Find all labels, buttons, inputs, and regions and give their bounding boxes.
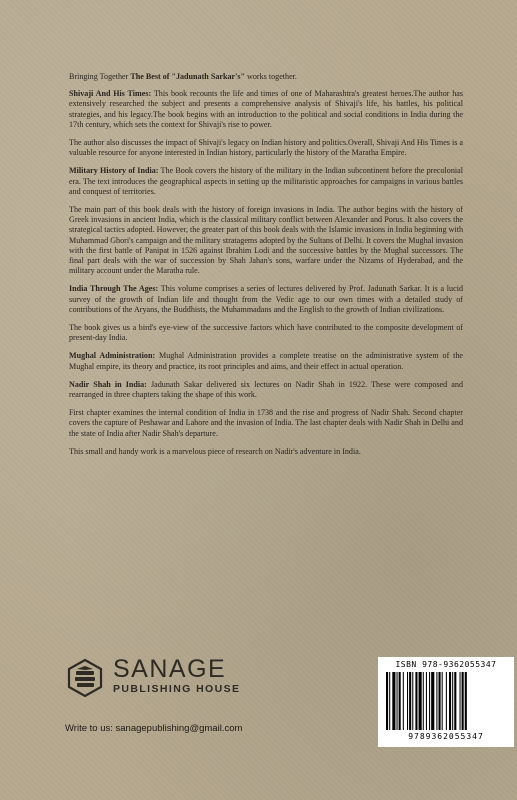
mughal-paragraph [69, 351, 463, 371]
intro-line [69, 72, 463, 82]
barcode-bar [409, 672, 411, 730]
barcode-bars [386, 672, 506, 730]
section-title: Military History of India: [69, 166, 159, 176]
nadir-paragraph-3 [69, 447, 463, 457]
barcode-bar [392, 672, 395, 730]
barcode-bar [431, 672, 434, 730]
barcode-bar [439, 672, 441, 730]
section-text: Jadunath Sakar delivered six lectures on Nadir Shah in 1922. These were composed and rearranged in three chapters taking the shape of this work. [69, 379, 463, 400]
intro-lead: Bringing Together [69, 72, 131, 81]
back-cover-text [69, 72, 463, 465]
barcode-bar [442, 672, 443, 730]
barcode-bar [407, 672, 408, 730]
publisher-logo [65, 656, 255, 700]
intro-tail: works together. [245, 72, 297, 81]
section-text: The author also discusses the impact of Shivaji's legacy on Indian history and politics.Overall, Shivaji And His Times is a valuable resource for anyone interested in Indian history, particularly the history of the Maratha Empire. [69, 138, 463, 158]
barcode-bar [419, 672, 422, 730]
section-text: This small and handy work is a marvelous piece of research on Nadir's adventure in India. [69, 446, 361, 456]
barcode-bar [429, 672, 430, 730]
barcode-bar [465, 672, 467, 730]
barcode-bar [436, 672, 437, 730]
barcode-bar [423, 672, 424, 730]
section-text: The Book covers the history of the military in the Indian subcontinent before the precolonial era. The text introduces the geographical aspects in setting up the militaristic approaches for campaigns in various battles and conquest of territories. [69, 166, 463, 196]
military-paragraph-2 [69, 205, 463, 276]
section-text: This book recounts the life and times of one of Maharashtra's greatest heroes.The author has extensively researched the subject and presents a comprehensive analysis of Shivaji's life, his battles, his political strategies, and his legacy.The book begins with an introduction to the political and social conditions in India during the 17th century, which sets the context for Shivaji's rise to power. [69, 89, 463, 129]
section-title: Nadir Shah in India: [69, 379, 147, 389]
isbn-barcode [378, 657, 514, 747]
barcode-bar [389, 672, 390, 730]
section-text: The book gives us a bird's eye-view of the successive factors which have contributed to the composite development of present-day India. [69, 323, 463, 343]
shivaji-paragraph [69, 89, 463, 130]
intro-bold: The Best of "Jadunath Sarkar's" [130, 72, 246, 81]
india-ages-paragraph-2 [69, 323, 463, 343]
barcode-bar [462, 672, 464, 730]
barcode-bar [412, 672, 413, 730]
nadir-paragraph [69, 380, 463, 400]
barcode-bar [386, 672, 388, 730]
publisher-name: SANAGE [113, 655, 227, 683]
barcode-bar [454, 672, 456, 730]
isbn-label: ISBN 978-9362055347 [395, 660, 497, 669]
barcode-number: 9789362055347 [408, 732, 484, 741]
barcode-bar [426, 672, 427, 730]
book-stack-icon [65, 658, 105, 698]
barcode-bar [460, 672, 461, 730]
section-title: Mughal Administration: [69, 351, 156, 361]
contact-line: Write to us: sanagepublishing@gmail.com [65, 723, 243, 734]
section-text: The main part of this book deals with the history of foreign invasions in India. The author begins with the history of Greek invasions in ancient India, which is the classical military conflict between Alexander and Porus. It also covers the strategical tactics adopted. However, the greater part of this book deals with the Islamic invasions in India beginning with Muhammad Ghori's campaign and the military stratagems adopted by the Sultans of Delhi. It covers the Mughal invasion with the first battle of Panipat in 1526 against Ibrahim Lodi and the successive battles by the Mughal successors. The final part deals with the war of succession by Shah Jahan's sons, warfare under the Nizams of Hyderabad, and the military account under the Maratha rule. [69, 205, 463, 276]
barcode-bar [449, 672, 451, 730]
india-ages-paragraph [69, 284, 463, 315]
barcode-bar [415, 672, 417, 730]
shivaji-paragraph-2 [69, 138, 463, 158]
nadir-paragraph-2 [69, 408, 463, 439]
section-title: Shivaji And His Times: [69, 89, 152, 99]
publisher-subtitle: PUBLISHING HOUSE [113, 683, 241, 695]
barcode-bar [446, 672, 447, 730]
barcode-bar [397, 672, 398, 730]
section-title: India Through The Ages: [69, 284, 159, 294]
military-paragraph [69, 166, 463, 197]
barcode-bar [452, 672, 453, 730]
barcode-bar [403, 672, 404, 730]
section-text: Mughal Administration provides a complete treatise on the administrative system of the Mughal empire, its theory and practice, its root principles and aims, and their effect in actual operation. [69, 351, 463, 371]
barcode-bar [399, 672, 401, 730]
section-text: First chapter examines the internal condition of India in 1738 and the rise and progress of Nadir Shah. Second chapter covers the capture of Peshawar and Lahore and the invasion of India. The last chapter deals with Nadir Shah in Delhi and the state of India after Nadir Shah's departure. [69, 408, 463, 438]
section-text: This volume comprises a series of lectures delivered by Prof. Jadunath Sarkar. It is a lucid survey of the growth of Indian life and thought from the Vedic age to our own times with a detailed study of contributions of the Aryans, the Buddhists, the Muhammadans and the English to the growth of Indian civilizations. [69, 284, 463, 314]
